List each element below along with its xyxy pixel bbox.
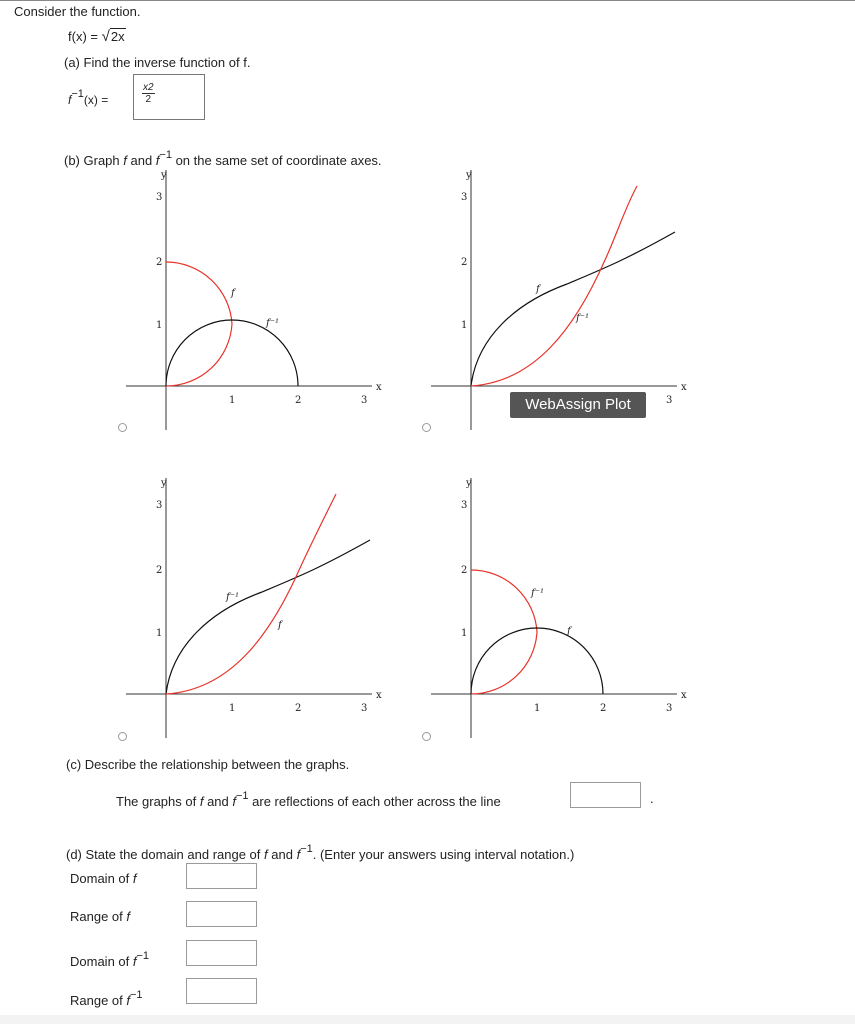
part-b-text-3: on the same set of coordinate axes. <box>171 153 382 168</box>
label-f: f <box>567 626 571 637</box>
x-axis-label: x <box>681 382 687 393</box>
y-tick-3: 3 <box>156 500 163 511</box>
red-curve <box>166 494 336 694</box>
part-a-question: (a) Find the inverse function of f. <box>64 55 251 70</box>
red-arc <box>471 570 537 694</box>
plot-option-d[interactable] <box>425 476 695 744</box>
finv-lhs-rest: (x) = <box>83 93 109 107</box>
range-f-input[interactable] <box>186 901 257 927</box>
part-c-statement <box>116 790 501 809</box>
y-axis-label: y <box>161 170 167 181</box>
range-f-label <box>70 909 130 924</box>
intro-text: Consider the function. <box>14 4 141 19</box>
label-finv: f⁻¹ <box>226 592 239 603</box>
part-c-text-2: and <box>203 794 233 809</box>
label-f: f <box>536 284 540 295</box>
function-lhs: f(x) = <box>68 29 98 44</box>
label-finv: f⁻¹ <box>531 588 544 599</box>
part-b-text-1: (b) Graph <box>64 153 124 168</box>
part-b-text-2: and <box>126 153 156 168</box>
plot-option-c[interactable] <box>120 476 390 744</box>
function-definition <box>68 28 126 45</box>
part-c-question: (c) Describe the relationship between the graphs. <box>66 757 350 772</box>
x-tick-3: 3 <box>361 395 368 406</box>
part-a-answer-box[interactable] <box>133 74 205 120</box>
part-d-finv: f <box>296 847 301 862</box>
reflection-line-input[interactable] <box>570 782 641 808</box>
domain-finv-input[interactable] <box>186 940 257 966</box>
x-tick-1: 1 <box>534 703 541 714</box>
x-axis-label: x <box>376 382 382 393</box>
x-tick-3: 3 <box>361 703 368 714</box>
radio-option-b[interactable] <box>422 423 431 432</box>
part-c-text-1: The graphs of <box>116 794 200 809</box>
part-d-text-3: . (Enter your answers using interval notation.) <box>312 847 575 862</box>
finv-symbol: f <box>68 93 72 107</box>
row-label-text: Range of <box>70 909 127 924</box>
part-b-exp: −1 <box>159 149 172 161</box>
row-label-exp: −1 <box>130 989 143 1001</box>
radio-option-c[interactable] <box>118 732 127 741</box>
part-b-finv: f <box>155 153 160 168</box>
radio-option-d[interactable] <box>422 732 431 741</box>
webassign-plot-tooltip: WebAssign Plot <box>510 392 646 418</box>
y-tick-3: 3 <box>461 500 468 511</box>
row-label-symbol: f <box>126 909 130 924</box>
part-b-f: f <box>123 153 127 168</box>
red-arc <box>166 262 232 386</box>
part-d-f: f <box>264 847 268 862</box>
y-axis-label: y <box>466 170 472 181</box>
part-c-finv: f <box>232 794 236 809</box>
y-tick-2: 2 <box>156 565 163 576</box>
black-curve <box>471 232 675 386</box>
x-tick-2: 2 <box>600 703 607 714</box>
top-border <box>0 0 855 1</box>
row-label-text: Domain of <box>70 954 133 969</box>
range-finv-input[interactable] <box>186 978 257 1004</box>
y-tick-1: 1 <box>461 320 468 331</box>
row-label-text: Domain of <box>70 871 133 886</box>
y-tick-1: 1 <box>156 628 163 639</box>
sqrt-radicand: 2x <box>110 29 125 44</box>
range-finv-label <box>70 989 143 1008</box>
part-d-question <box>66 843 574 862</box>
x-axis-label: x <box>681 690 687 701</box>
part-d-text-2: and <box>267 847 297 862</box>
x-tick-3: 3 <box>666 395 673 406</box>
y-axis-label: y <box>466 478 472 489</box>
part-d-text-1: (d) State the domain and range of <box>66 847 265 862</box>
domain-f-label <box>70 871 137 886</box>
row-label-text: Range of <box>70 993 127 1008</box>
row-label-symbol: f <box>132 871 137 886</box>
y-tick-1: 1 <box>156 320 163 331</box>
y-tick-2: 2 <box>461 257 468 268</box>
label-f: f <box>231 288 235 299</box>
part-a-answer-fraction <box>142 82 155 105</box>
part-b-question <box>64 149 382 168</box>
sqrt-symbol: √ <box>101 28 110 45</box>
x-tick-1: 1 <box>229 703 236 714</box>
y-tick-1: 1 <box>461 628 468 639</box>
y-tick-3: 3 <box>461 192 468 203</box>
red-curve <box>471 186 637 386</box>
x-axis-label: x <box>376 690 382 701</box>
label-finv: f⁻¹ <box>576 313 589 324</box>
row-label-symbol: f <box>126 993 130 1008</box>
plot-option-a[interactable] <box>120 168 390 436</box>
black-curve <box>166 540 370 694</box>
part-a-lhs <box>68 88 108 107</box>
label-f: f <box>278 620 282 631</box>
x-tick-2: 2 <box>295 703 302 714</box>
x-tick-3: 3 <box>666 703 673 714</box>
x-tick-2: 2 <box>295 395 302 406</box>
part-c-text-3: are reflections of each other across the line <box>248 794 501 809</box>
fraction-denominator: 2 <box>145 94 152 105</box>
row-label-symbol: f <box>132 954 137 969</box>
label-finv: f⁻¹ <box>266 318 279 329</box>
x-tick-1: 1 <box>229 395 236 406</box>
finv-exponent: −1 <box>71 88 84 100</box>
fraction-numerator: x2 <box>143 82 154 93</box>
domain-f-input[interactable] <box>186 863 257 889</box>
radio-option-a[interactable] <box>118 423 127 432</box>
part-c-exp: −1 <box>236 790 249 802</box>
y-tick-2: 2 <box>156 257 163 268</box>
part-d-exp: −1 <box>300 843 313 855</box>
row-label-exp: −1 <box>136 950 150 962</box>
y-axis-label: y <box>161 478 167 489</box>
y-tick-2: 2 <box>461 565 468 576</box>
y-tick-3: 3 <box>156 192 163 203</box>
domain-finv-label <box>70 950 149 969</box>
part-c-f: f <box>199 794 204 809</box>
page-bottom-edge <box>0 1015 855 1024</box>
part-c-period: . <box>650 791 654 806</box>
